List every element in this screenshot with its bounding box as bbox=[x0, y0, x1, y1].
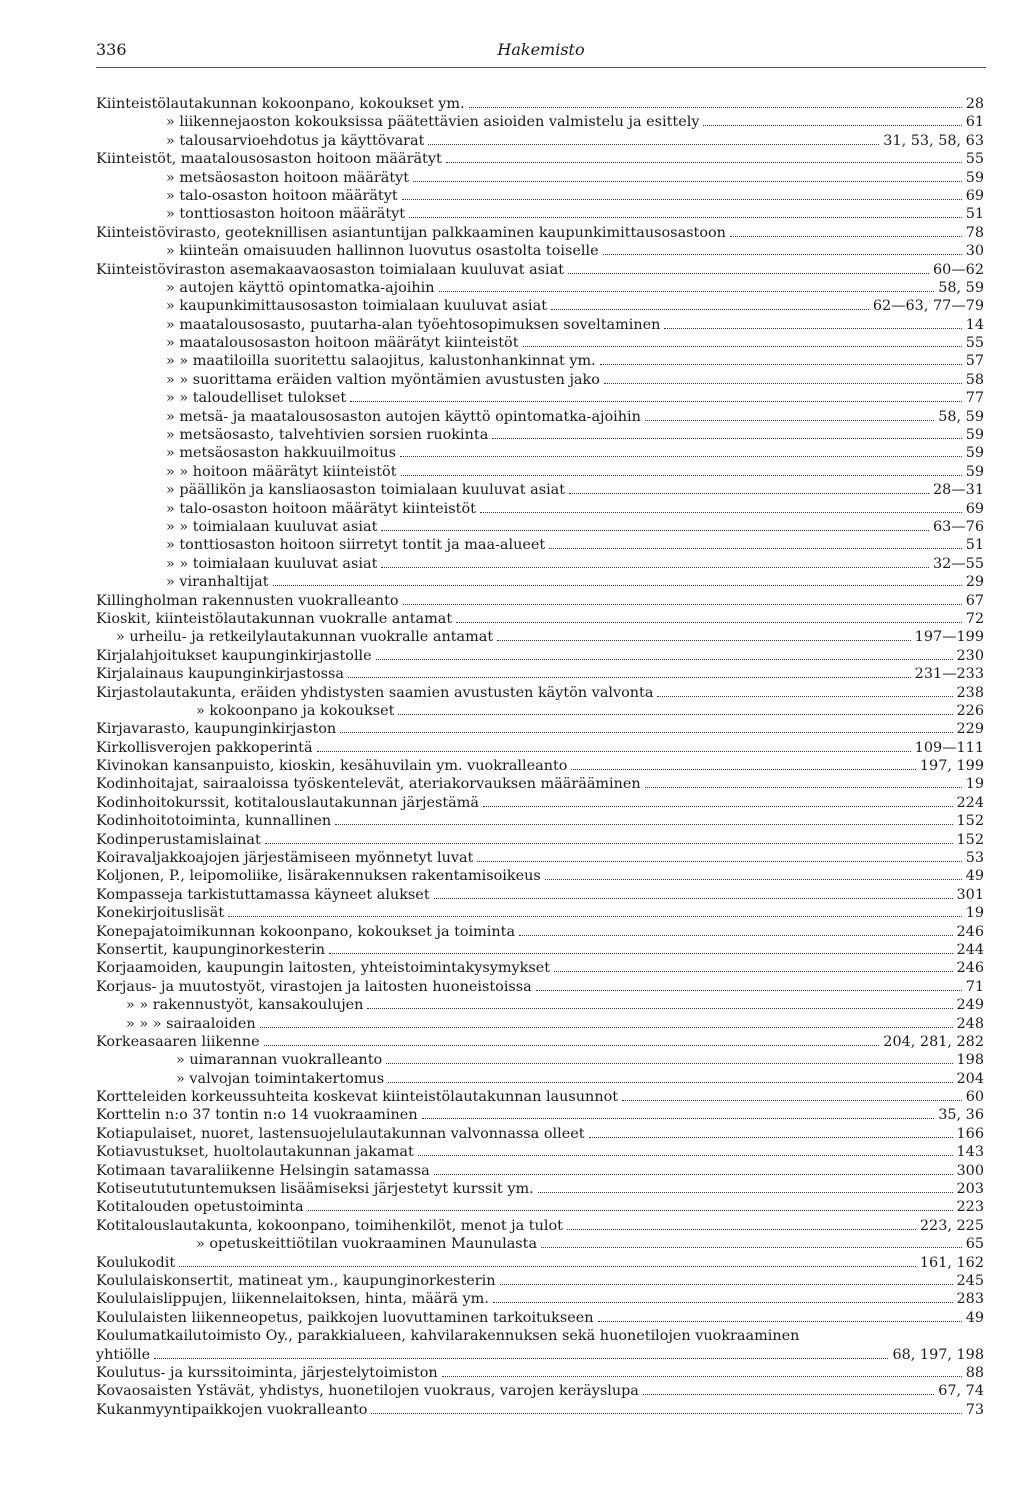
index-entry bbox=[96, 242, 984, 260]
entry-pages: 31, 53, 58, 63 bbox=[883, 132, 984, 149]
index-entry bbox=[96, 628, 984, 646]
entry-text: Kotiavustukset, huoltolautakunnan jakamat bbox=[96, 1144, 414, 1161]
entry-text: Kiinteistövirasto, geoteknillisen asiantuntijan palkkaaminen kaupunkimittausosastoon bbox=[96, 224, 726, 241]
entry-pages: 161, 162 bbox=[919, 1254, 984, 1271]
entry-text: Kompasseja tarkistuttamassa käyneet alukset bbox=[96, 886, 430, 903]
entry-text: yhtiölle bbox=[96, 1346, 151, 1363]
entry-text: » päällikön ja kansliaosaston toimialaan kuuluvat asiat bbox=[166, 482, 566, 499]
dot-leader bbox=[645, 420, 934, 421]
entry-text: Kirjavarasto, kaupunginkirjaston bbox=[96, 721, 337, 738]
index-entry bbox=[96, 389, 984, 407]
entry-pages: 246 bbox=[956, 960, 984, 977]
entry-pages: 229 bbox=[956, 721, 984, 738]
dot-leader bbox=[434, 1174, 953, 1175]
index-entry bbox=[96, 555, 984, 573]
entry-pages: 301 bbox=[956, 886, 984, 903]
entry-pages: 49 bbox=[965, 868, 984, 885]
entry-text: Koulumatkailutoimisto Oy., parakkialueen, kahvilarakennuksen sekä huonetilojen vuokraaminen bbox=[96, 1328, 800, 1345]
index-entry bbox=[96, 720, 984, 738]
entry-pages: 198 bbox=[956, 1052, 984, 1069]
entry-text: » viranhaltijat bbox=[166, 574, 269, 591]
dot-leader bbox=[422, 1118, 935, 1119]
entry-pages: 58, 59 bbox=[938, 408, 984, 425]
index-entry bbox=[96, 113, 984, 131]
index-entry bbox=[96, 886, 984, 904]
index-entry bbox=[96, 1143, 984, 1161]
index-entry bbox=[96, 408, 984, 426]
dot-leader bbox=[260, 1027, 953, 1028]
entry-text: Korjaamoiden, kaupungin laitosten, yhteistoimintakysymykset bbox=[96, 960, 551, 977]
dot-leader bbox=[604, 383, 962, 384]
entry-text: Kotiapulaiset, nuoret, lastensuojelulautakunnan valvonnassa olleet bbox=[96, 1125, 585, 1142]
entry-text: » talo-osaston hoitoon määrätyt kiinteistöt bbox=[166, 500, 476, 517]
entry-pages: 59 bbox=[965, 427, 984, 444]
index-entry bbox=[96, 132, 984, 150]
dot-leader bbox=[730, 236, 962, 237]
index-entry bbox=[96, 592, 984, 610]
entry-text: » uimarannan vuokralleanto bbox=[176, 1052, 383, 1069]
dot-leader bbox=[523, 346, 962, 347]
dot-leader bbox=[329, 953, 953, 954]
entry-text: Koululaislippujen, liikennelaitoksen, hinta, määrä ym. bbox=[96, 1291, 489, 1308]
index-entry bbox=[96, 187, 984, 205]
entry-pages: 53 bbox=[965, 850, 984, 867]
entry-pages: 14 bbox=[965, 316, 984, 333]
entry-text: » » maatiloilla suoritettu salaojitus, kalustonhankinnat ym. bbox=[166, 353, 596, 370]
entry-pages: 35, 36 bbox=[938, 1107, 984, 1124]
entry-pages: 77 bbox=[965, 390, 984, 407]
entry-text: Kodinhoitokurssit, kotitalouslautakunnan järjestämä bbox=[96, 794, 479, 811]
dot-leader bbox=[154, 1358, 888, 1359]
index-entry bbox=[96, 573, 984, 591]
dot-leader bbox=[589, 1137, 953, 1138]
entry-text: » autojen käyttö opintomatka-ajoihin bbox=[166, 279, 435, 296]
index-entry bbox=[96, 1346, 984, 1364]
entry-pages: 244 bbox=[956, 941, 984, 958]
entry-pages: 61 bbox=[965, 114, 984, 131]
entry-text: » metsäosaston hoitoon määrätyt bbox=[166, 169, 410, 186]
index-entry bbox=[96, 739, 984, 757]
index-entry bbox=[96, 1051, 984, 1069]
index-entry bbox=[96, 1198, 984, 1216]
entry-pages: 88 bbox=[965, 1364, 984, 1381]
entry-text: » » toimialaan kuuluvat asiat bbox=[166, 555, 378, 572]
index-entry bbox=[96, 1382, 984, 1400]
dot-leader bbox=[409, 217, 962, 218]
entry-pages: 60 bbox=[965, 1089, 984, 1106]
index-entry bbox=[96, 518, 984, 536]
entry-text: Kivinokan kansanpuisto, kioskin, kesähuvilain ym. vuokralleanto bbox=[96, 758, 568, 775]
entry-text: » kokoonpano ja kokoukset bbox=[196, 702, 395, 719]
entry-text: Korjaus- ja muutostyöt, virastojen ja laitosten huoneistoissa bbox=[96, 978, 532, 995]
entry-text: » kiinteän omaisuuden hallinnon luovutus osastolta toiselle bbox=[166, 243, 599, 260]
index-entry bbox=[96, 205, 984, 223]
entry-pages: 19 bbox=[965, 776, 984, 793]
index-entry bbox=[96, 1106, 984, 1124]
dot-leader bbox=[273, 585, 962, 586]
dot-leader bbox=[480, 512, 962, 513]
entry-pages: 249 bbox=[956, 997, 984, 1014]
entry-text: » liikennejaoston kokouksissa päätettävien asioiden valmistelu ja esittely bbox=[166, 114, 700, 131]
index-entry bbox=[96, 831, 984, 849]
index-entry bbox=[96, 1272, 984, 1290]
entry-pages: 166 bbox=[956, 1125, 984, 1142]
entry-pages: 28—31 bbox=[932, 482, 984, 499]
dot-leader bbox=[434, 898, 953, 899]
entry-text: Konekirjoituslisät bbox=[96, 905, 225, 922]
entry-pages: 59 bbox=[965, 445, 984, 462]
index-entry bbox=[96, 867, 984, 885]
entry-pages: 109—111 bbox=[914, 739, 984, 756]
entry-text: » metsä- ja maatalousosaston autojen käyttö opintomatka-ajoihin bbox=[166, 408, 641, 425]
index-entry bbox=[96, 849, 984, 867]
entry-text: Kukanmyyntipaikkojen vuokralleanto bbox=[96, 1401, 368, 1418]
dot-leader bbox=[456, 622, 962, 623]
entry-text: Kirjalahjoitukset kaupunginkirjastolle bbox=[96, 647, 372, 664]
index-entry bbox=[96, 352, 984, 370]
entry-text: » » hoitoon määrätyt kiinteistöt bbox=[166, 463, 397, 480]
index-entry bbox=[96, 978, 984, 996]
entry-text: Kotitalouden opetustoiminta bbox=[96, 1199, 304, 1216]
index-entry bbox=[96, 1217, 984, 1235]
dot-leader bbox=[340, 732, 952, 733]
index-entry bbox=[96, 665, 984, 683]
entry-pages: 300 bbox=[956, 1162, 984, 1179]
dot-leader bbox=[398, 714, 952, 715]
entry-pages: 69 bbox=[965, 187, 984, 204]
entry-text: Koiravaljakkoajojen järjestämiseen myönnetyt luvat bbox=[96, 850, 474, 867]
dot-leader bbox=[603, 254, 962, 255]
index-entry bbox=[96, 316, 984, 334]
entry-text: » urheilu- ja retkeilylautakunnan vuokralle antamat bbox=[116, 629, 494, 646]
entry-pages: 59 bbox=[965, 463, 984, 480]
entry-text: Kodinhoitajat, sairaaloissa työskentelevät, ateriakorvauksen määrääminen bbox=[96, 776, 641, 793]
index-entry bbox=[96, 757, 984, 775]
index-entry bbox=[96, 1254, 984, 1272]
dot-leader bbox=[439, 291, 935, 292]
index-entry bbox=[96, 1088, 984, 1106]
entry-pages: 197—199 bbox=[914, 629, 984, 646]
index-entry bbox=[96, 536, 984, 554]
entry-text: » talousarvioehdotus ja käyttövarat bbox=[166, 132, 425, 149]
dot-leader bbox=[554, 971, 952, 972]
dot-leader bbox=[477, 861, 961, 862]
dot-leader bbox=[545, 879, 962, 880]
index-entry bbox=[96, 1327, 984, 1345]
entry-pages: 57 bbox=[965, 353, 984, 370]
entry-pages: 204 bbox=[956, 1070, 984, 1087]
entry-text: » » suorittama eräiden valtion myöntämien avustusten jako bbox=[166, 371, 600, 388]
entry-pages: 51 bbox=[965, 206, 984, 223]
entry-text: » kaupunkimittausosaston toimialaan kuuluvat asiat bbox=[166, 298, 547, 315]
entry-pages: 51 bbox=[965, 537, 984, 554]
dot-leader bbox=[401, 475, 962, 476]
entry-pages: 49 bbox=[965, 1309, 984, 1326]
entry-text: Koululaisten liikenneopetus, paikkojen luovuttaminen tarkoitukseen bbox=[96, 1309, 594, 1326]
dot-leader bbox=[519, 935, 953, 936]
dot-leader bbox=[381, 567, 929, 568]
index-entry bbox=[96, 150, 984, 168]
entry-pages: 152 bbox=[956, 813, 984, 830]
dot-leader bbox=[350, 401, 962, 402]
index-entry bbox=[96, 959, 984, 977]
index-entry bbox=[96, 95, 984, 113]
entry-pages: 58 bbox=[965, 371, 984, 388]
entry-text: Koululaiskonsertit, matineat ym., kaupunginorkesterin bbox=[96, 1273, 496, 1289]
entry-text: » » taloudelliset tulokset bbox=[166, 390, 347, 407]
index-entry bbox=[96, 684, 984, 702]
dot-leader bbox=[371, 1413, 961, 1414]
entry-text: Kotitalouslautakunta, kokoonpano, toimihenkilöt, menot ja tulot bbox=[96, 1217, 563, 1234]
entry-pages: 152 bbox=[956, 831, 984, 848]
dot-leader bbox=[469, 107, 962, 108]
entry-pages: 226 bbox=[956, 702, 984, 719]
dot-leader bbox=[308, 1210, 953, 1211]
dot-leader bbox=[493, 1302, 953, 1303]
entry-pages: 67 bbox=[965, 592, 984, 609]
dot-leader bbox=[497, 640, 911, 641]
dot-leader bbox=[492, 438, 961, 439]
index-entry bbox=[96, 1401, 984, 1419]
dot-leader bbox=[538, 1192, 953, 1193]
entry-text: » tonttiosaston hoitoon määrätyt bbox=[166, 206, 406, 223]
entry-text: » tonttiosaston hoitoon siirretyt tontit ja maa-alueet bbox=[166, 537, 546, 554]
entry-pages: 58, 59 bbox=[938, 279, 984, 296]
entry-pages: 143 bbox=[956, 1144, 984, 1161]
dot-leader bbox=[541, 1247, 962, 1248]
entry-text: » » rakennustyöt, kansakoulujen bbox=[126, 997, 364, 1014]
dot-leader bbox=[643, 1394, 934, 1395]
entry-text: » metsäosasto, talvehtivien sorsien ruokinta bbox=[166, 427, 489, 444]
entry-text: » » » sairaaloiden bbox=[126, 1015, 256, 1032]
entry-pages: 73 bbox=[965, 1401, 984, 1418]
header-rule bbox=[96, 67, 986, 68]
entry-pages: 32—55 bbox=[932, 555, 984, 572]
entry-pages: 230 bbox=[956, 647, 984, 664]
dot-leader bbox=[403, 604, 962, 605]
dot-leader bbox=[228, 916, 962, 917]
entry-pages: 224 bbox=[956, 794, 984, 811]
index-entry bbox=[96, 702, 984, 720]
entry-pages: 204, 281, 282 bbox=[883, 1033, 984, 1050]
dot-leader bbox=[418, 1155, 953, 1156]
entry-pages: 283 bbox=[956, 1291, 984, 1308]
dot-leader bbox=[400, 456, 962, 457]
dot-leader bbox=[402, 199, 962, 200]
dot-leader bbox=[367, 1008, 952, 1009]
dot-leader bbox=[348, 677, 911, 678]
dot-leader bbox=[388, 1082, 952, 1083]
page-number: 336 bbox=[96, 40, 127, 59]
index-entry bbox=[96, 463, 984, 481]
entry-pages: 231—233 bbox=[914, 666, 984, 683]
entry-pages: 19 bbox=[965, 905, 984, 922]
entry-text: » opetuskeittiötilan vuokraaminen Maunulasta bbox=[196, 1236, 538, 1253]
entry-text: Koulukodit bbox=[96, 1254, 176, 1271]
index-entry bbox=[96, 812, 984, 830]
dot-leader bbox=[664, 328, 961, 329]
index-entry bbox=[96, 297, 984, 315]
index-entry bbox=[96, 224, 984, 242]
dot-leader bbox=[568, 273, 929, 274]
dot-leader bbox=[179, 1266, 916, 1267]
entry-pages: 55 bbox=[965, 151, 984, 168]
entry-text: Korttelin n:o 37 tontin n:o 14 vuokraaminen bbox=[96, 1107, 418, 1124]
dot-leader bbox=[317, 751, 911, 752]
dot-leader bbox=[376, 659, 953, 660]
index-entry bbox=[96, 996, 984, 1014]
entry-text: Kiinteistölautakunnan kokoonpano, kokoukset ym. bbox=[96, 96, 465, 112]
entry-pages: 62—63, 77—79 bbox=[872, 298, 984, 315]
index-entries bbox=[96, 95, 984, 1419]
entry-text: » maatalousosasto, puutarha-alan työehtosopimuksen soveltaminen bbox=[166, 316, 661, 333]
entry-pages: 29 bbox=[965, 574, 984, 591]
entry-text: Killingholman rakennusten vuokralleanto bbox=[96, 592, 399, 609]
index-entry bbox=[96, 647, 984, 665]
dot-leader bbox=[536, 990, 962, 991]
dot-leader bbox=[549, 548, 961, 549]
dot-leader bbox=[551, 309, 869, 310]
index-entry bbox=[96, 1125, 984, 1143]
index-entry bbox=[96, 371, 984, 389]
entry-text: Korkeasaaren liikenne bbox=[96, 1033, 260, 1050]
entry-text: Kotimaan tavaraliikenne Helsingin satamassa bbox=[96, 1162, 430, 1179]
dot-leader bbox=[264, 1045, 880, 1046]
index-entry bbox=[96, 1162, 984, 1180]
index-entry bbox=[96, 444, 984, 462]
entry-pages: 72 bbox=[965, 610, 984, 627]
dot-leader bbox=[645, 787, 962, 788]
index-entry bbox=[96, 923, 984, 941]
entry-pages: 69 bbox=[965, 500, 984, 517]
entry-pages: 55 bbox=[965, 335, 984, 352]
dot-leader bbox=[703, 125, 961, 126]
entry-text: Kiinteistöviraston asemakaavaosaston toimialaan kuuluvat asiat bbox=[96, 261, 565, 278]
dot-leader bbox=[428, 144, 879, 145]
dot-leader bbox=[569, 493, 929, 494]
entry-pages: 78 bbox=[965, 224, 984, 241]
entry-text: Kortteleiden korkeussuhteita koskevat kiinteistölautakunnan lausunnot bbox=[96, 1089, 619, 1106]
index-entry bbox=[96, 1235, 984, 1253]
index-entry bbox=[96, 1290, 984, 1308]
entry-text: Kiinteistöt, maatalousosaston hoitoon määrätyt bbox=[96, 151, 442, 168]
entry-text: Kioskit, kiinteistölautakunnan vuokralle antamat bbox=[96, 610, 453, 627]
entry-text: » talo-osaston hoitoon määrätyt bbox=[166, 187, 398, 204]
index-entry bbox=[96, 279, 984, 297]
index-entry bbox=[96, 610, 984, 628]
entry-pages: 203 bbox=[956, 1181, 984, 1198]
dot-leader bbox=[598, 1321, 962, 1322]
index-entry bbox=[96, 261, 984, 279]
entry-pages: 60—62 bbox=[932, 261, 984, 278]
entry-text: Kirjastolautakunta, eräiden yhdistysten saamien avustusten käytön valvonta bbox=[96, 684, 654, 701]
entry-text: » valvojan toimintakertomus bbox=[176, 1070, 385, 1087]
dot-leader bbox=[483, 806, 953, 807]
dot-leader bbox=[265, 843, 953, 844]
entry-text: Kovaosaisten Ystävät, yhdistys, huonetilojen vuokraus, varojen keräyslupa bbox=[96, 1383, 639, 1400]
index-entry bbox=[96, 426, 984, 444]
running-title: Hakemisto bbox=[497, 40, 585, 59]
entry-pages: 238 bbox=[956, 684, 984, 701]
entry-text: Kirkollisverojen pakkoperintä bbox=[96, 739, 313, 756]
entry-pages: 246 bbox=[956, 923, 984, 940]
dot-leader bbox=[442, 1376, 962, 1377]
index-entry bbox=[96, 904, 984, 922]
dot-leader bbox=[446, 162, 962, 163]
entry-pages: 68, 197, 198 bbox=[892, 1346, 984, 1363]
entry-text: Kodinperustamislainat bbox=[96, 831, 261, 848]
entry-pages: 248 bbox=[956, 1015, 984, 1032]
entry-pages: 223, 225 bbox=[919, 1217, 984, 1234]
entry-pages: 30 bbox=[965, 243, 984, 260]
dot-leader bbox=[571, 769, 915, 770]
entry-pages: 245 bbox=[956, 1273, 984, 1289]
index-entry bbox=[96, 169, 984, 187]
page-header bbox=[96, 40, 986, 64]
dot-leader bbox=[622, 1100, 962, 1101]
index-entry bbox=[96, 1309, 984, 1327]
dot-leader bbox=[657, 696, 952, 697]
dot-leader bbox=[500, 1284, 953, 1285]
index-entry bbox=[96, 1180, 984, 1198]
entry-pages: 67, 74 bbox=[938, 1383, 984, 1400]
dot-leader bbox=[567, 1229, 916, 1230]
dot-leader bbox=[600, 364, 962, 365]
index-entry bbox=[96, 500, 984, 518]
entry-text: » maatalousosaston hoitoon määrätyt kiinteistöt bbox=[166, 335, 519, 352]
entry-text: Kodinhoitotoiminta, kunnallinen bbox=[96, 813, 332, 830]
entry-text: Koulutus- ja kurssitoiminta, järjestelytoimiston bbox=[96, 1364, 438, 1381]
entry-pages: 223 bbox=[956, 1199, 984, 1216]
entry-pages: 63—76 bbox=[932, 518, 984, 535]
entry-text: » metsäosaston hakkuuilmoitus bbox=[166, 445, 396, 462]
dot-leader bbox=[413, 181, 962, 182]
entry-pages: 65 bbox=[965, 1236, 984, 1253]
entry-text: » » toimialaan kuuluvat asiat bbox=[166, 518, 378, 535]
entry-text: Kirjalainaus kaupunginkirjastossa bbox=[96, 666, 344, 683]
entry-text: Koljonen, P., leipomoliike, lisärakennuksen rakentamisoikeus bbox=[96, 868, 541, 885]
dot-leader bbox=[381, 530, 929, 531]
index-entry bbox=[96, 1033, 984, 1051]
entry-pages: 71 bbox=[965, 978, 984, 995]
index-entry bbox=[96, 794, 984, 812]
index-entry bbox=[96, 775, 984, 793]
index-entry bbox=[96, 1364, 984, 1382]
index-entry bbox=[96, 481, 984, 499]
dot-leader bbox=[386, 1063, 952, 1064]
index-entry bbox=[96, 1070, 984, 1088]
entry-pages: 197, 199 bbox=[919, 758, 984, 775]
entry-pages: 59 bbox=[965, 169, 984, 186]
index-entry bbox=[96, 334, 984, 352]
index-entry bbox=[96, 941, 984, 959]
index-entry bbox=[96, 1015, 984, 1033]
dot-leader bbox=[335, 824, 952, 825]
entry-text: Konepajatoimikunnan kokoonpano, kokoukset ja toiminta bbox=[96, 923, 516, 940]
entry-text: Konsertit, kaupunginorkesterin bbox=[96, 941, 326, 958]
entry-text: Kotiseutututuntemuksen lisäämiseksi järjestetyt kurssit ym. bbox=[96, 1181, 534, 1198]
entry-pages: 28 bbox=[965, 96, 984, 112]
